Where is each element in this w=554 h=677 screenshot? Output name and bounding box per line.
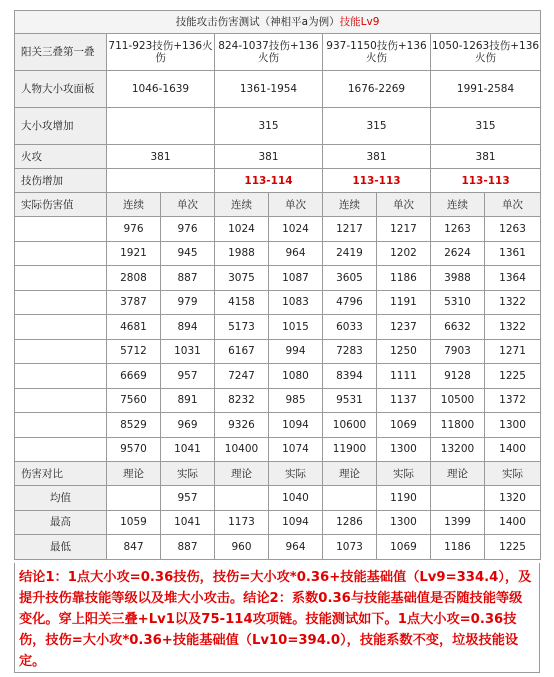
panel-value: 1676-2269 bbox=[323, 71, 431, 108]
fire-value: 381 bbox=[107, 145, 215, 169]
table-cell: 1300 bbox=[377, 510, 431, 535]
compare-label: 伤害对比 bbox=[15, 462, 107, 486]
table-cell: 8529 bbox=[107, 413, 161, 438]
table-cell: 9326 bbox=[215, 413, 269, 438]
sub-header-cell: 连续 bbox=[107, 193, 161, 217]
fire-row bbox=[15, 145, 541, 169]
attack-increase-value: 315 bbox=[323, 108, 431, 145]
table-cell: 3988 bbox=[431, 266, 485, 291]
table-cell: 1024 bbox=[269, 217, 323, 242]
table-cell: 9570 bbox=[107, 437, 161, 462]
table-row bbox=[15, 266, 541, 291]
sub-header-cell: 实际 bbox=[485, 462, 541, 486]
min-row bbox=[15, 535, 541, 560]
table-cell: 1083 bbox=[269, 290, 323, 315]
actual-damage-label: 实际伤害值 bbox=[15, 193, 107, 217]
table-row bbox=[15, 241, 541, 266]
table-cell: 7560 bbox=[107, 388, 161, 413]
sub-header-cell: 单次 bbox=[161, 193, 215, 217]
table-cell: 1217 bbox=[377, 217, 431, 242]
table-cell: 976 bbox=[107, 217, 161, 242]
table-row bbox=[15, 339, 541, 364]
table-cell: 976 bbox=[161, 217, 215, 242]
table-cell: 1186 bbox=[431, 535, 485, 560]
table-cell: 10500 bbox=[431, 388, 485, 413]
table-cell: 2624 bbox=[431, 241, 485, 266]
header-col-2: 824-1037技伤+136火伤 bbox=[215, 34, 323, 71]
skill-increase-value: 113-114 bbox=[215, 169, 323, 193]
sub-header-cell: 理论 bbox=[215, 462, 269, 486]
sub-header-cell: 单次 bbox=[377, 193, 431, 217]
table-cell: 1988 bbox=[215, 241, 269, 266]
conclusion-note: 结论1：1点大小攻=0.36技伤，技伤=大小攻*0.36+技能基础值（Lv9=334.4），及提升技伤靠技能等级以及堆大小攻击。结论2：系数0.36与技能基础值是否随技能等级变化。穿上阳关三叠+Lv1以及75-114攻项链。技能测试如下。1点大小攻=0.36技伤，技伤=大小攻*0.36+技能基础值（Lv10=394.0），技能系数不变，垃圾技能设定。 bbox=[14, 563, 540, 673]
table-cell: 1080 bbox=[269, 364, 323, 389]
table-row bbox=[15, 290, 541, 315]
table-cell: 1250 bbox=[377, 339, 431, 364]
table-cell: 6167 bbox=[215, 339, 269, 364]
table-cell: 1069 bbox=[377, 535, 431, 560]
header-row bbox=[15, 34, 541, 71]
table-cell: 3075 bbox=[215, 266, 269, 291]
table-cell: 1041 bbox=[161, 510, 215, 535]
header-label: 阳关三叠第一叠 bbox=[15, 34, 107, 71]
table-cell: 7903 bbox=[431, 339, 485, 364]
damage-test-table-container bbox=[14, 10, 540, 560]
table-cell: 1094 bbox=[269, 510, 323, 535]
table-cell: 1137 bbox=[377, 388, 431, 413]
table-cell: 11800 bbox=[431, 413, 485, 438]
sub-header-cell: 理论 bbox=[323, 462, 377, 486]
title-skill-level: 技能Lv9 bbox=[339, 16, 380, 28]
table-cell: 10400 bbox=[215, 437, 269, 462]
table-cell: 1186 bbox=[377, 266, 431, 291]
table-cell: 969 bbox=[161, 413, 215, 438]
attack-increase-label: 大小攻增加 bbox=[15, 108, 107, 145]
table-cell bbox=[323, 486, 377, 511]
sub-header-cell: 实际 bbox=[269, 462, 323, 486]
table-cell: 8394 bbox=[323, 364, 377, 389]
row-label bbox=[15, 437, 107, 462]
table-cell: 1073 bbox=[323, 535, 377, 560]
table-row bbox=[15, 364, 541, 389]
table-cell: 11900 bbox=[323, 437, 377, 462]
table-cell: 2419 bbox=[323, 241, 377, 266]
table-cell: 1111 bbox=[377, 364, 431, 389]
table-cell: 1263 bbox=[485, 217, 541, 242]
table-cell: 957 bbox=[161, 364, 215, 389]
table-cell: 1173 bbox=[215, 510, 269, 535]
average-label: 均值 bbox=[15, 486, 107, 511]
fire-value: 381 bbox=[431, 145, 541, 169]
table-cell: 1190 bbox=[377, 486, 431, 511]
title-row bbox=[15, 11, 541, 34]
row-label bbox=[15, 290, 107, 315]
skill-increase-label: 技伤增加 bbox=[15, 169, 107, 193]
table-cell: 1191 bbox=[377, 290, 431, 315]
table-cell: 3605 bbox=[323, 266, 377, 291]
fire-label: 火攻 bbox=[15, 145, 107, 169]
row-label bbox=[15, 364, 107, 389]
table-cell: 4158 bbox=[215, 290, 269, 315]
table-cell: 6669 bbox=[107, 364, 161, 389]
row-label bbox=[15, 217, 107, 242]
table-cell: 1400 bbox=[485, 510, 541, 535]
table-cell: 1041 bbox=[161, 437, 215, 462]
title-prefix: 技能攻击伤害测试（神相平a为例） bbox=[175, 16, 340, 28]
row-label bbox=[15, 388, 107, 413]
table-cell: 1059 bbox=[107, 510, 161, 535]
fire-value: 381 bbox=[215, 145, 323, 169]
table-cell: 1202 bbox=[377, 241, 431, 266]
table-row bbox=[15, 388, 541, 413]
table-cell: 1400 bbox=[485, 437, 541, 462]
table-cell: 1069 bbox=[377, 413, 431, 438]
table-cell: 847 bbox=[107, 535, 161, 560]
row-label bbox=[15, 266, 107, 291]
table-cell: 1225 bbox=[485, 535, 541, 560]
table-cell: 6033 bbox=[323, 315, 377, 340]
table-cell: 1361 bbox=[485, 241, 541, 266]
row-label bbox=[15, 241, 107, 266]
header-col-4: 1050-1263技伤+136火伤 bbox=[431, 34, 541, 71]
sub-header-cell: 理论 bbox=[431, 462, 485, 486]
table-cell: 1074 bbox=[269, 437, 323, 462]
table-cell: 1094 bbox=[269, 413, 323, 438]
table-cell: 4681 bbox=[107, 315, 161, 340]
table-cell: 1300 bbox=[377, 437, 431, 462]
table-cell: 9531 bbox=[323, 388, 377, 413]
table-cell: 10600 bbox=[323, 413, 377, 438]
table-title bbox=[15, 11, 541, 34]
skill-increase-value: 113-113 bbox=[431, 169, 541, 193]
table-row bbox=[15, 315, 541, 340]
table-cell: 4796 bbox=[323, 290, 377, 315]
table-cell: 964 bbox=[269, 535, 323, 560]
table-cell: 945 bbox=[161, 241, 215, 266]
table-cell: 1217 bbox=[323, 217, 377, 242]
panel-value: 1361-1954 bbox=[215, 71, 323, 108]
attack-increase-value: 315 bbox=[215, 108, 323, 145]
damage-test-table bbox=[14, 10, 541, 560]
table-cell: 13200 bbox=[431, 437, 485, 462]
table-cell: 1024 bbox=[215, 217, 269, 242]
average-row bbox=[15, 486, 541, 511]
row-label bbox=[15, 413, 107, 438]
attack-increase-value bbox=[107, 108, 215, 145]
min-label: 最低 bbox=[15, 535, 107, 560]
table-cell bbox=[431, 486, 485, 511]
table-cell: 1015 bbox=[269, 315, 323, 340]
table-row bbox=[15, 413, 541, 438]
panel-row bbox=[15, 71, 541, 108]
panel-label: 人物大小攻面板 bbox=[15, 71, 107, 108]
sub-header-cell: 连续 bbox=[215, 193, 269, 217]
table-cell: 1040 bbox=[269, 486, 323, 511]
header-col-1: 711-923技伤+136火伤 bbox=[107, 34, 215, 71]
panel-value: 1991-2584 bbox=[431, 71, 541, 108]
table-cell: 1286 bbox=[323, 510, 377, 535]
table-cell: 894 bbox=[161, 315, 215, 340]
row-label bbox=[15, 315, 107, 340]
max-label: 最高 bbox=[15, 510, 107, 535]
table-cell: 3787 bbox=[107, 290, 161, 315]
table-cell: 957 bbox=[161, 486, 215, 511]
sub-header-cell: 单次 bbox=[269, 193, 323, 217]
header-col-3: 937-1150技伤+136火伤 bbox=[323, 34, 431, 71]
table-cell: 5310 bbox=[431, 290, 485, 315]
table-cell: 985 bbox=[269, 388, 323, 413]
table-cell: 1087 bbox=[269, 266, 323, 291]
actual-damage-header-row bbox=[15, 193, 541, 217]
table-cell: 979 bbox=[161, 290, 215, 315]
table-cell: 994 bbox=[269, 339, 323, 364]
table-cell: 1364 bbox=[485, 266, 541, 291]
table-cell: 887 bbox=[161, 266, 215, 291]
table-cell: 1372 bbox=[485, 388, 541, 413]
table-cell: 8232 bbox=[215, 388, 269, 413]
table-cell: 9128 bbox=[431, 364, 485, 389]
table-cell: 5173 bbox=[215, 315, 269, 340]
skill-increase-value: 113-113 bbox=[323, 169, 431, 193]
attack-increase-value: 315 bbox=[431, 108, 541, 145]
table-row bbox=[15, 437, 541, 462]
table-cell: 2808 bbox=[107, 266, 161, 291]
table-cell: 960 bbox=[215, 535, 269, 560]
table-cell: 1237 bbox=[377, 315, 431, 340]
sub-header-cell: 实际 bbox=[161, 462, 215, 486]
attack-increase-row bbox=[15, 108, 541, 145]
table-cell: 1921 bbox=[107, 241, 161, 266]
sub-header-cell: 连续 bbox=[431, 193, 485, 217]
table-cell bbox=[107, 486, 161, 511]
table-cell: 7283 bbox=[323, 339, 377, 364]
table-cell: 1271 bbox=[485, 339, 541, 364]
table-cell: 891 bbox=[161, 388, 215, 413]
row-label bbox=[15, 339, 107, 364]
table-cell: 1263 bbox=[431, 217, 485, 242]
table-cell: 1399 bbox=[431, 510, 485, 535]
skill-increase-value bbox=[107, 169, 215, 193]
table-cell: 887 bbox=[161, 535, 215, 560]
sub-header-cell: 实际 bbox=[377, 462, 431, 486]
sub-header-cell: 单次 bbox=[485, 193, 541, 217]
table-cell: 964 bbox=[269, 241, 323, 266]
table-cell: 1031 bbox=[161, 339, 215, 364]
table-cell: 7247 bbox=[215, 364, 269, 389]
table-cell bbox=[215, 486, 269, 511]
sub-header-cell: 连续 bbox=[323, 193, 377, 217]
table-row bbox=[15, 217, 541, 242]
table-cell: 1225 bbox=[485, 364, 541, 389]
max-row bbox=[15, 510, 541, 535]
fire-value: 381 bbox=[323, 145, 431, 169]
table-cell: 6632 bbox=[431, 315, 485, 340]
compare-header-row bbox=[15, 462, 541, 486]
panel-value: 1046-1639 bbox=[107, 71, 215, 108]
sub-header-cell: 理论 bbox=[107, 462, 161, 486]
skill-increase-row bbox=[15, 169, 541, 193]
table-cell: 1322 bbox=[485, 290, 541, 315]
table-cell: 1300 bbox=[485, 413, 541, 438]
table-cell: 1322 bbox=[485, 315, 541, 340]
table-cell: 5712 bbox=[107, 339, 161, 364]
table-cell: 1320 bbox=[485, 486, 541, 511]
